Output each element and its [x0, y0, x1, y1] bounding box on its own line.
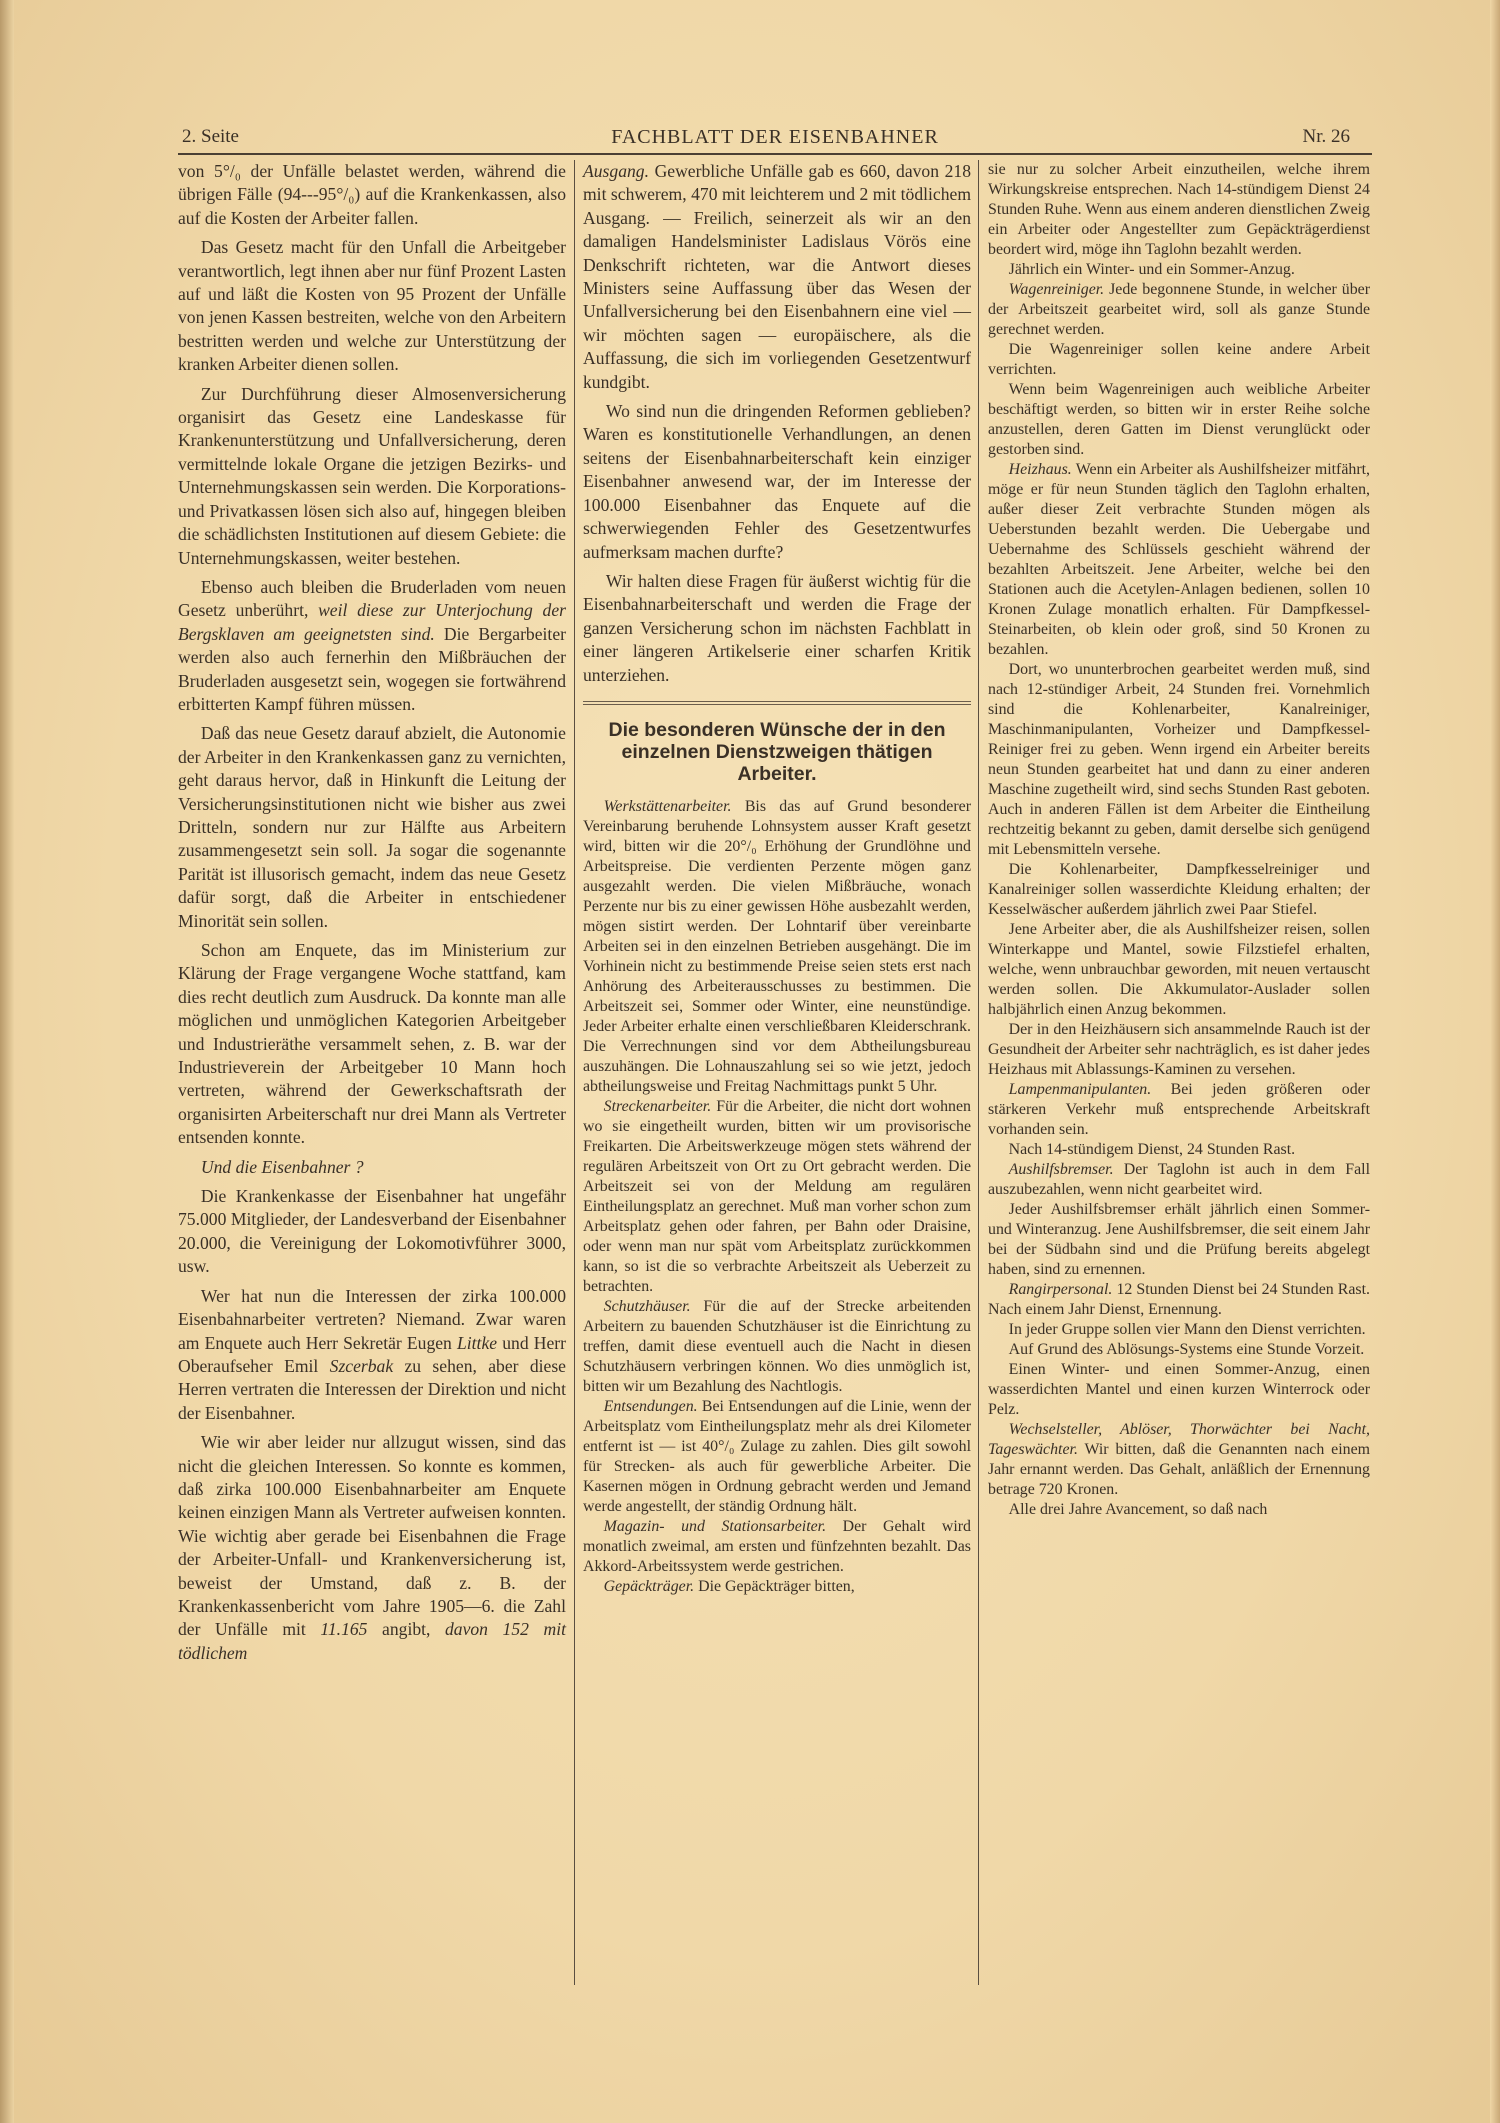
article-section	[583, 160, 971, 687]
text-run: Bei jeden größeren oder stärkeren Verkehr muß entsprechende Arbeitskraft vorhanden sein.	[988, 1081, 1370, 1138]
text-run: und Herr Oberaufseher Emil	[178, 1332, 566, 1376]
text-run: Daß das neue Gesetz darauf abzielt, die Autonomie der Arbeiter in den Krankenkassen ganz zu vernichten, geht daraus hervor, daß in Hinkunft die Leitung der Versicherungsinstitutionen nicht wie bisher aus zwei Dritteln, sondern nur zur Hälfte aus Arbeitern zusammengesetzt sein soll. Ja sogar die sogenannte Parität ist illusorisch gemacht, indem das neue Gesetz dafür sorgt, daß die Arbeiter in entschiedener Minorität sein sollen.	[178, 723, 566, 931]
article-section	[583, 701, 971, 1597]
paragraph	[988, 920, 1370, 1020]
emphasized-text: Schutzhäuser.	[603, 1297, 691, 1315]
text-run: Ebenso auch bleiben die Bruderladen vom neuen Gesetz unberührt,	[178, 576, 566, 621]
paragraph	[583, 1577, 971, 1597]
text-run: Auf Grund des Ablösungs-Systems eine Stunde Vorzeit.	[1008, 1341, 1365, 1358]
text-run: Wir bitten, daß die Genannten nach einem Jahr ernannt werden. Das Gehalt, anläßlich der Ernennung betrage 720 Kronen.	[988, 1441, 1370, 1498]
text-run: Schon am Enquete, das im Ministerium zur Klärung der Frage vergangene Woche stattfand, kam dies recht deutlich zum Ausdruck. Da konnte man alle möglichen und unmöglichen Kategorien Arbeitgeber und Industrieräthe versammelt sehen, z. B. war der Industrieverein der Arbeitgeber 10 Mann hoch vertreten, während der Gewerkschaftsrath der organisirten Arbeiterschaft nur drei Mann als Vertreter entsenden konnte.	[178, 940, 566, 1148]
text-run: Für die auf der Strecke arbeitenden Arbeitern zu bauenden Schutzhäuser ist die Einrichtung zu treffen, damit diese eventuell auch die Nacht in diesen Schutzhäusern verbringen können. Wo dies unmöglich ist, bitten wir um Bezahlung des Nachtlogis.	[583, 1297, 971, 1395]
text-run: 12 Stunden Dienst bei 24 Stunden Rast. Nach einem Jahr Dienst, Ernennung.	[988, 1281, 1370, 1318]
paragraph	[988, 160, 1370, 260]
paragraph	[988, 1080, 1370, 1140]
paragraph	[178, 1431, 566, 1665]
paragraph	[583, 570, 971, 687]
column-divider	[574, 160, 575, 1985]
paragraph	[178, 236, 566, 376]
page-number: 2. Seite	[182, 126, 239, 147]
running-header	[178, 126, 1372, 154]
text-run: Für die Arbeiter, die nicht dort wohnen wo sie eingetheilt wurden, bitten wir um provisorische Freikarten. Die Arbeitswerkzeuge mögen stets während der regulären Arbeitszeit von Ort zu Ort gebracht werden. Die Arbeitszeit sei von der Meldung am regulären Eintheilungsplatz an gerechnet. Muß man vorher schon zum Arbeitsplatz gehen oder fahren, per Bahn oder Draisine, oder wenn man nur spät vom Arbeitsplatz zurückkommen kann, so ist die so verbrachte Arbeitszeit als Ueberzeit zu betrachten.	[583, 1097, 971, 1295]
emphasized-text: Heizhaus.	[1008, 461, 1072, 478]
paragraph	[988, 1360, 1370, 1420]
text-run: Das Gesetz macht für den Unfall die Arbeitgeber verantwortlich, legt ihnen aber nur fünf Prozent Lasten auf und läßt die Kosten von 95 Prozent der Unfälle von jenen Kassen bestreiten, welche von den Arbeitern bestritten werden und welche zur Unterstützung der kranken Arbeiter dienen sollen.	[178, 237, 566, 375]
text-run: Die Krankenkasse der Eisenbahner hat ungefähr 75.000 Mitglieder, der Landesverband der Eisenbahner 20.000, die Vereinigung der Lokomotivführer 3000, usw.	[178, 1186, 566, 1277]
text-run: Zur Durchführung dieser Almosenversicherung organisirt das Gesetz eine Landeskasse für Krankenunterstützung und Unfallversicherung, deren vermittelnde lokale Organe die jetzigen Bezirks- und Unternehmungskassen sein werden. Die Korporations- und Privatkassen lösen sich also auf, hingegen bleiben die schädlichsten Institutionen auf diesem Gebiete: die Unternehmungskassen, weiter bestehen.	[178, 383, 566, 568]
emphasized-text: Littke	[457, 1332, 498, 1353]
paragraph	[988, 260, 1370, 280]
emphasized-text: davon 152 mit tödlichem	[178, 1619, 566, 1663]
emphasized-text: weil diese zur Unterjochung der Bergsklaven am geeignetsten sind.	[178, 600, 566, 644]
paragraph	[583, 400, 971, 564]
text-run: Die Wagenreiniger sollen keine andere Arbeit verrichten.	[988, 341, 1370, 378]
text-run: Wo sind nun die dringenden Reformen geblieben? Waren es konstitutionelle Verhandlungen, an denen seitens der Eisenbahnarbeiterschaft kein einziger Eisenbahner anwesend war, der im Interesse der 100.000 Eisenbahner das Enquete auf die schwerwiegenden Fehler des Gesetzentwurfes aufmerksam machen durfte?	[583, 401, 971, 562]
text-run: Jährlich ein Winter- und ein Sommer-Anzug.	[1008, 261, 1295, 278]
text-run: Bei Entsendungen auf die Linie, wenn der Arbeitsplatz vom Eintheilungsplatz mehr als drei Kilometer entfernt ist — ist 40°/₀ Zulage zu zahlen. Dies gilt sowohl für Strecken- als auch für gewerbliche Arbeiter. Die Kasernen mögen in Ordnung gebracht werden und Jemand werde angestellt, der ständig Ordnung hält.	[583, 1397, 971, 1515]
paragraph	[988, 1020, 1370, 1080]
paragraph	[178, 383, 566, 570]
emphasized-text: Ausgang.	[583, 161, 649, 181]
emphasized-text: Aushilfsbremser.	[1008, 1161, 1114, 1178]
text-run: Wenn ein Arbeiter als Aushilfsheizer mitfährt, möge er für neun Stunden täglich den Taglohn erhalten, außer dieser Zeit verbrachte Stunden mögen als Ueberstunden bezahlt werden. Die Uebergabe und Uebernahme des Schlüssels geschieht während der bezahlten Arbeitszeit. Jene Arbeiter, welche bei den Stationen auch die Acetylen-Anlagen bedienen, sollen 10 Kronen Zulage monatlich erhalten. Für Dampfkessel-Steinarbeiten, ob klein oder groß, sind 50 Kronen zu bezahlen.	[988, 461, 1370, 658]
page-edge-left	[0, 0, 14, 2123]
text-run: Der in den Heizhäusern sich ansammelnde Rauch ist der Gesundheit der Arbeiter sehr nachträglich, es ist daher jedes Heizhaus mit Ablassungs-Kaminen zu versehen.	[988, 1021, 1370, 1078]
text-run: Einen Winter- und einen Sommer-Anzug, einen wasserdichten Mantel und einen kurzen Winterrock oder Pelz.	[988, 1361, 1370, 1418]
emphasized-text: Werkstättenarbeiter.	[603, 797, 732, 815]
publication-title: FACHBLATT DER EISENBAHNER	[611, 126, 939, 148]
text-run: Der Taglohn ist auch in dem Fall auszubezahlen, wenn nicht gearbeitet wird.	[988, 1161, 1370, 1198]
text-run: Jene Arbeiter aber, die als Aushilfsheizer reisen, sollen Winterkappe und Mantel, sowie Filzstiefel erhalten, welche, wenn unbrauchbar geworden, mit neuen vertauscht werden sollen. Die Akkumulator-Auslader sollen halbjährlich einen Anzug bekommen.	[988, 921, 1370, 1018]
column-divider	[978, 160, 979, 1985]
emphasized-text: Und die Eisenbahner ?	[200, 1156, 364, 1177]
paragraph	[178, 1185, 566, 1279]
text-run: Die Kohlenarbeiter, Dampfkesselreiniger und Kanalreiniger sollen wasserdichte Kleidung erhalten; der Kesselwäscher außerdem jährlich zwei Paar Stiefel.	[988, 861, 1370, 918]
column-3	[988, 160, 1370, 1520]
paragraph	[988, 380, 1370, 460]
text-run: Die Bergarbeiter werden also auch fernerhin den Mißbräuchen der Bruderladen ausgesetzt sein, wogegen sie fortwährend erbitterten Kampf führen müssen.	[178, 623, 566, 714]
paragraph	[583, 1517, 971, 1577]
paragraph	[988, 1320, 1370, 1340]
text-run: Die Gepäckträger bitten,	[694, 1577, 855, 1595]
article-section	[988, 160, 1370, 1520]
text-run: Bis das auf Grund besonderer Vereinbarung beruhende Lohnsystem ausser Kraft gesetzt wird, bitten wir die 20°/₀ Erhöhung der Grundlöhne und Arbeitspreise. Die verdienten Perzente mögen ganz ausgezahlt werden. Die vielen Mißbräuche, wonach Perzente nur bis zu einer gewissen Höhe ausbezahlt werden, mögen sistirt werden. Der Lohntarif über vereinbarte Arbeiten sei in den einzelnen Betrieben ausgehängt. Die im Vorhinein nicht zu bestimmende Preise seien stets erst nach Anhörung des Arbeiterausschusses zu bestimmen. Die Arbeitszeit sei, Sommer oder Winter, eine neunstündige. Jeder Arbeiter erhalte einen verschließbaren Kleiderschrank. Die Verrechnungen sind vor dem Abtheilungsbureau auszuhängen. Die Lohnauszahlung sei so wie jetzt, jedoch abtheilungsweise und Freitag Nachmittags punkt 5 Uhr.	[583, 797, 971, 1095]
emphasized-text: Streckenarbeiter.	[603, 1097, 712, 1115]
page-edge-right	[1490, 0, 1500, 2123]
section-divider	[583, 701, 971, 705]
paragraph	[988, 1160, 1370, 1200]
paragraph	[178, 722, 566, 933]
paragraph	[178, 939, 566, 1150]
paragraph	[583, 1097, 971, 1297]
paragraph	[583, 160, 971, 394]
emphasized-text: Magazin- und Stationsarbeiter.	[603, 1517, 827, 1535]
paragraph	[583, 797, 971, 1097]
emphasized-text: Gepäckträger.	[603, 1577, 695, 1595]
paragraph	[988, 340, 1370, 380]
paragraph	[178, 576, 566, 716]
emphasized-text: Lampenmanipulanten.	[1008, 1081, 1152, 1098]
text-run: sie nur zu solcher Arbeit einzutheilen, welche ihrem Wirkungskreise entsprechen. Nach 14-stündigem Dienst 24 Stunden Ruhe. Wenn aus einem anderen dienstlichen Zweig ein Arbeiter oder Angestellter zum Gepäckträgerdienst beordert wird, möge ihn Taglohn bezahlt werden.	[988, 161, 1370, 258]
text-run: Nach 14-stündigem Dienst, 24 Stunden Rast.	[1008, 1141, 1296, 1158]
emphasized-text: Entsendungen.	[603, 1397, 698, 1415]
emphasized-text: Rangirpersonal.	[1008, 1281, 1113, 1298]
paragraph	[988, 860, 1370, 920]
paragraph	[178, 1285, 566, 1425]
text-run: zu sehen, aber diese Herren vertraten die Interessen der Direktion und nicht der Eisenbahner.	[178, 1355, 566, 1423]
text-run: Jeder Aushilfsbremser erhält jährlich einen Sommer- und Winteranzug. Jene Aushilfsbremser, die seit einem Jahr bei der Südbahn sind und die Prüfung bereits abgelegt haben, sind zu ernennen.	[988, 1201, 1370, 1278]
text-run: Wir halten diese Fragen für äußerst wichtig für die Eisenbahnarbeiterschaft und werden die Frage der ganzen Versicherung schon im nächsten Fachblatt in einer längeren Artikelserie einer scharfen Kritik unterziehen.	[583, 570, 971, 685]
issue-number: Nr. 26	[1302, 126, 1350, 147]
header-rule	[178, 153, 1372, 155]
paragraph	[988, 1280, 1370, 1320]
text-run: Wie wir aber leider nur allzugut wissen, sind das nicht die gleichen Interessen. So konnte es kommen, daß zirka 100.000 Eisenbahnarbeiter am Enquete keinen einzigen Mann als Vertreter aufweisen konnten. Wie wichtig aber gerade bei Eisenbahnen die Frage der Arbeiter-Unfall- und Krankenversicherung ist, beweist der Umstand, daß z. B. der Krankenkassenbericht vom Jahre 1905—6. die Zahl der Unfälle mit	[178, 1432, 566, 1640]
text-run: Jede begonnene Stunde, in welcher über der Arbeitszeit gearbeitet wird, soll als ganze Stunde gerechnet werden.	[988, 281, 1370, 338]
paragraph	[178, 160, 566, 230]
text-run: Gewerbliche Unfälle gab es 660, davon 218 mit schwerem, 470 mit leichterem und 2 mit tödlichem Ausgang. — Freilich, seinerzeit als wir an den damaligen Handelsminister Ladislaus Vörös eine Denkschrift richteten, war die Antwort dieses Ministers seine Auffassung über das Wesen der Unfallversicherung bei den Eisenbahnern eine viel — wir möchten sagen — europäischere, als die Auffassung, die sich im vorliegenden Gesetzentwurf kundgibt.	[583, 161, 971, 392]
paragraph	[178, 1156, 566, 1179]
paragraph	[583, 1397, 971, 1517]
emphasized-text: Wechselsteller, Ablöser, Thorwächter bei Nacht, Tageswächter.	[988, 1421, 1370, 1458]
column-1	[178, 160, 566, 1671]
paragraph	[988, 280, 1370, 340]
paragraph	[988, 1340, 1370, 1360]
column-2	[583, 160, 971, 1597]
text-run: angibt,	[367, 1619, 445, 1640]
text-run: Wer hat nun die Interessen der zirka 100.000 Eisenbahnarbeiter vertreten? Niemand. Zwar waren am Enquete auch Herr Sekretär Eugen	[178, 1285, 566, 1353]
text-run: Wenn beim Wagenreinigen auch weibliche Arbeiter beschäftigt werden, so bitten wir in erster Reihe solche anzustellen, deren Gatten im Dienst verunglückt oder gestorben sind.	[988, 381, 1370, 458]
article-section	[178, 160, 566, 1665]
paragraph	[988, 1420, 1370, 1500]
paragraph	[988, 1500, 1370, 1520]
emphasized-text: Wagenreiniger.	[1008, 281, 1105, 298]
article-headline: Die besonderen Wünsche der in den einzelnen Dienstzweigen thätigen Arbeiter.	[608, 718, 946, 785]
text-run: Der Gehalt wird monatlich zweimal, am ersten und fünfzehnten bezahlt. Das Akkord-Arbeitssystem werde gestrichen.	[583, 1517, 971, 1575]
text-run: von 5°/₀ der Unfälle belastet werden, während die übrigen Fälle (94---95°/₀) auf die Krankenkassen, also auf die Kosten der Arbeiter fallen.	[178, 161, 566, 228]
emphasized-text: Szcerbak	[329, 1355, 394, 1376]
paragraph	[583, 1297, 971, 1397]
text-run: In jeder Gruppe sollen vier Mann den Dienst verrichten.	[1008, 1321, 1366, 1338]
emphasized-text: 11.165	[320, 1619, 368, 1640]
paragraph	[988, 1200, 1370, 1280]
paragraph	[988, 460, 1370, 660]
paragraph	[988, 660, 1370, 860]
paragraph	[988, 1140, 1370, 1160]
text-run: Dort, wo ununterbrochen gearbeitet werden muß, sind nach 12-stündiger Arbeit, 24 Stunden frei. Vornehmlich sind die Kohlenarbeiter, Kanalreiniger, Maschinmanipulanten, Vorheizer und Dampfkessel-Reiniger frei zu geben. Wenn irgend ein Arbeiter bereits neun Stunden gearbeitet hat und dann zu einer anderen Maschine zugetheilt wird, sind sechs Stunden Rast geboten. Auch in anderen Fällen ist dem Arbeiter die Eintheilung rechtzeitig bekannt zu geben, damit derselbe sich genügend mit Lebensmitteln versehe.	[988, 661, 1370, 858]
text-run: Alle drei Jahre Avancement, so daß nach	[1008, 1501, 1268, 1518]
